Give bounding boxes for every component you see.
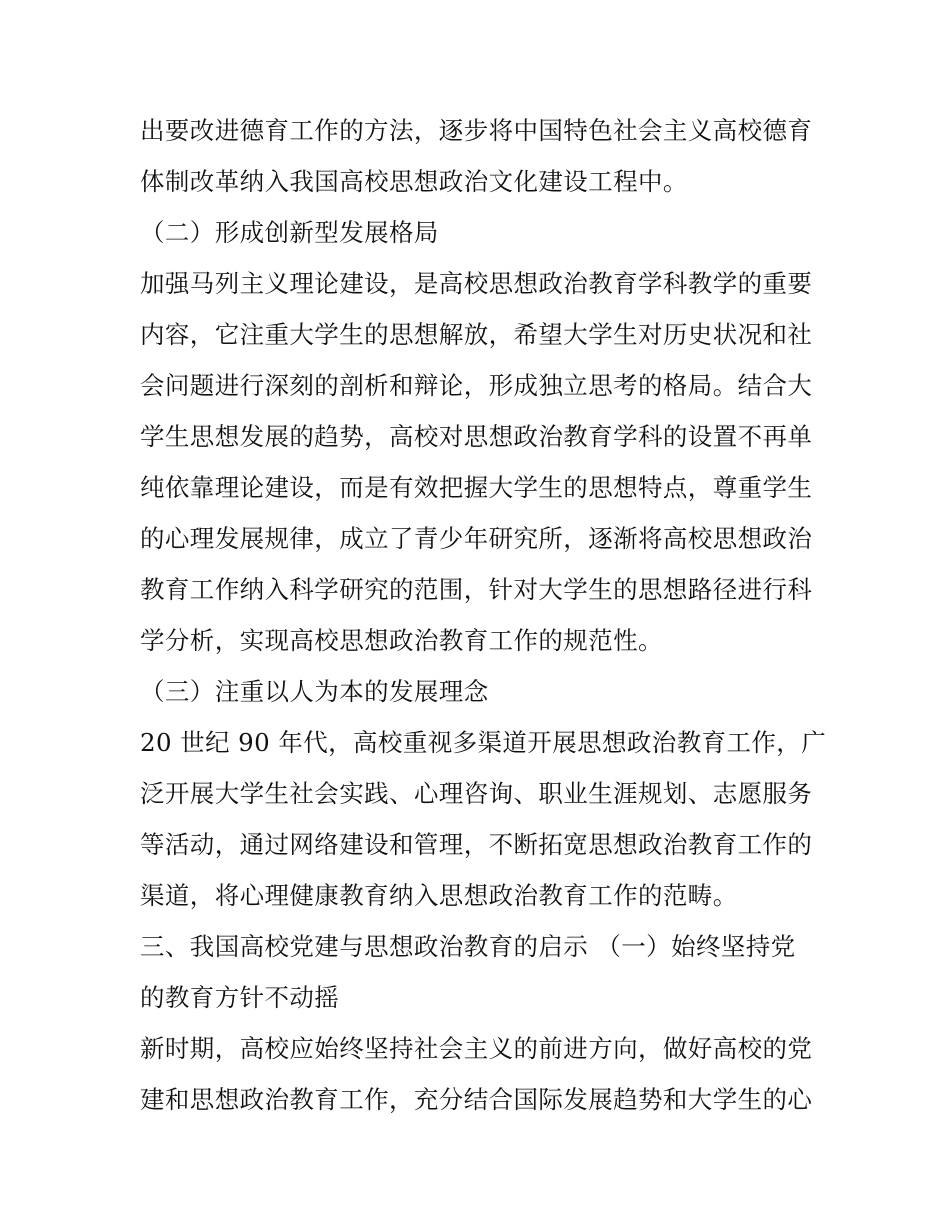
text-line: 学生思想发展的趋势，高校对思想政治教育学科的设置不再单 — [140, 422, 813, 451]
text-line: 体制改革纳入我国高校思想政治文化建设工程中。 — [140, 167, 688, 196]
section-heading: （二）形成创新型发展格局 — [140, 218, 439, 247]
text-line: 泛开展大学生社会实践、心理咨询、职业生涯规划、志愿服务 — [140, 779, 813, 808]
document-body — [140, 105, 827, 1125]
text-line: 学分析，实现高校思想政治教育工作的规范性。 — [140, 626, 663, 655]
text-line: 等活动，通过网络建设和管理，不断拓宽思想政治教育工作的 — [140, 830, 813, 859]
chapter-heading: 三、我国高校党建与思想政治教育的启示 （一）始终坚持党 — [140, 932, 796, 961]
text-line: 渠道，将心理健康教育纳入思想政治教育工作的范畴。 — [140, 881, 738, 910]
text-line: 内容，它注重大学生的思想解放，希望大学生对历史状况和社 — [140, 320, 813, 349]
text-line: 建和思想政治教育工作，充分结合国际发展趋势和大学生的心 — [140, 1085, 813, 1114]
text-line: 新时期，高校应始终坚持社会主义的前进方向，做好高校的党 — [140, 1034, 813, 1063]
text-line: 纯依靠理论建设，而是有效把握大学生的思想特点，尊重学生 — [140, 473, 813, 502]
text-line: 出要改进德育工作的方法，逐步将中国特色社会主义高校德育 — [140, 116, 813, 145]
text-line: 会问题进行深刻的剖析和辩论，形成独立思考的格局。结合大 — [140, 371, 813, 400]
text-line: 的心理发展规律，成立了青少年研究所，逐渐将高校思想政治 — [140, 524, 813, 553]
text-line: 加强马列主义理论建设，是高校思想政治教育学科教学的重要 — [140, 269, 813, 298]
section-heading: （三）注重以人为本的发展理念 — [140, 677, 489, 706]
text-line: 教育工作纳入科学研究的范围，针对大学生的思想路径进行科 — [140, 575, 813, 604]
text-line: 20 世纪 90 年代，高校重视多渠道开展思想政治教育工作，广 — [140, 728, 827, 757]
chapter-heading: 的教育方针不动摇 — [140, 983, 340, 1012]
